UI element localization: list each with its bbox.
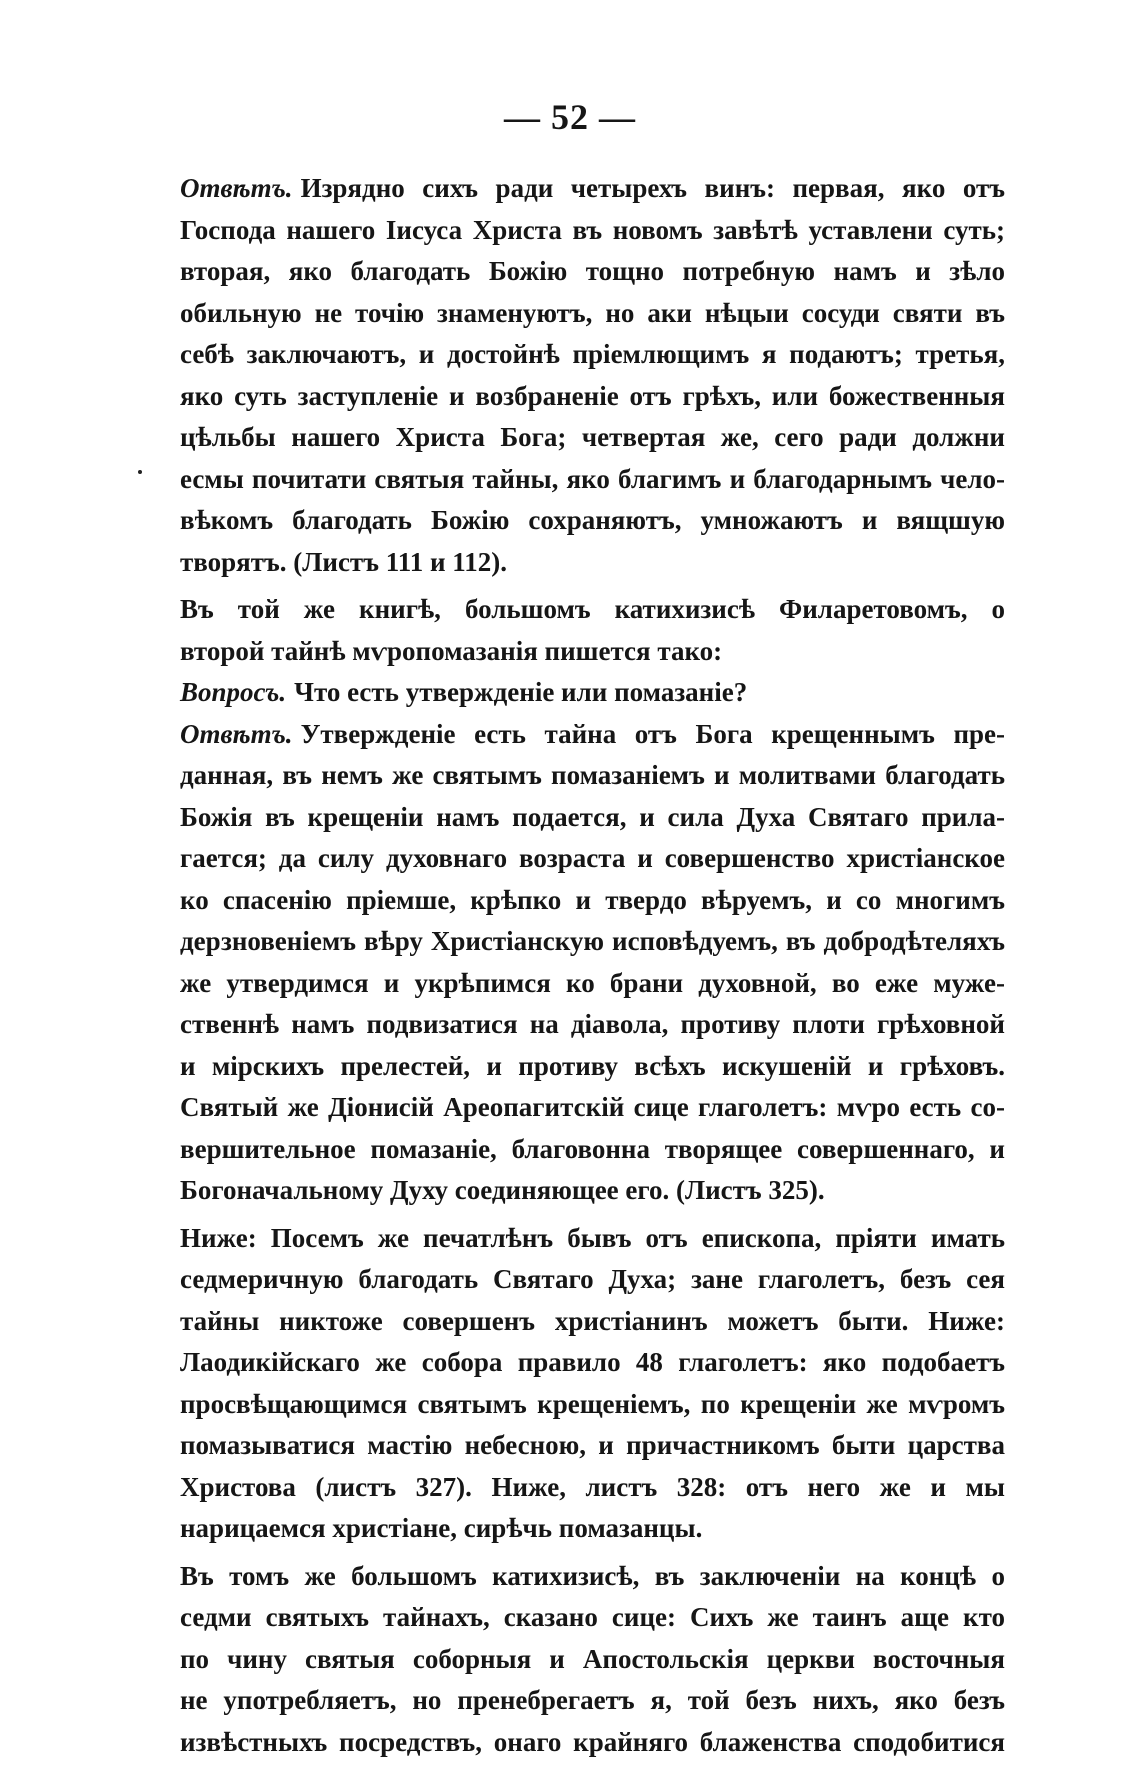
lead-word: Отвѣтъ. xyxy=(180,173,293,203)
text-line: просвѣщающимся святымъ крещеніемъ, по крещеніи же мѵромъ xyxy=(180,1388,1005,1419)
paragraph-answer-2 xyxy=(150,714,1005,1212)
text-line: данная, въ немъ же святымъ помазаніемъ и молитвами благодать xyxy=(180,760,1005,790)
text-line: Христова (листъ 327). Ниже, листъ 328: отъ него же и мы xyxy=(180,1471,1005,1502)
text-line: гается; да силу духовнаго возраста и совершенство христіанское xyxy=(180,843,1005,873)
text-line: Лаодикійскаго же собора правило 48 глаголетъ: яко подобаетъ xyxy=(180,1347,1005,1377)
text-line: извѣстныхъ посредствъ, онаго крайняго блаженства сподобитися xyxy=(180,1726,1005,1757)
text-line: помазыватися мастію небесною, и причастникомъ быти царства xyxy=(180,1430,1005,1460)
text-line: Вопросъ. Что есть утвержденіе или помазаніе? xyxy=(180,677,748,707)
text-line: Въ той же книгѣ, большомъ катихизисѣ Филаретовомъ, о xyxy=(180,594,1005,624)
text-line: второй тайнѣ мѵропомазанія пишется тако: xyxy=(180,635,723,666)
text-line: дерзновеніемъ вѣру Христіанскую исповѣдуемъ, въ добродѣтеляхъ xyxy=(180,926,1005,956)
paragraph-question xyxy=(150,672,1005,714)
paragraph-below xyxy=(150,1218,1005,1550)
text-line: ко спасенію пріемше, крѣпко и твердо вѣруемъ, и со многимъ xyxy=(180,884,1005,915)
text-line: Господа нашего Іисуса Христа въ новомъ завѣтѣ уставлени суть; xyxy=(180,214,1005,245)
text-line: не употребляетъ, но пренебрегаетъ я, той безъ нихъ, яко безъ xyxy=(180,1685,1005,1715)
text-line: седмеричную благодать Святаго Духа; зане глаголетъ, безъ сея xyxy=(180,1264,1005,1294)
lead-word: Отвѣтъ. xyxy=(180,718,293,749)
text-line: вершительное помазаніе, благовонна творящее совершеннаго, и xyxy=(180,1133,1005,1164)
text-line: тайны никтоже совершенъ христіанинъ можетъ быти. Ниже: xyxy=(180,1305,1005,1336)
page-number: — 52 — xyxy=(504,97,636,137)
text-line: вторая, яко благодать Божію тощно потребную намъ и зѣло xyxy=(180,256,1005,286)
text-line: себѣ заключаютъ, и достойнѣ пріемлющимъ я подаютъ; третья, xyxy=(180,339,1005,369)
body-text xyxy=(150,168,1005,1763)
text-line: творятъ. (Листъ 111 и 112). xyxy=(180,546,508,577)
paragraph-answer-1 xyxy=(150,168,1005,583)
text-line: ственнѣ намъ подвизатися на діавола, противу плоти грѣховной xyxy=(180,1009,1005,1039)
lead-word: Вопросъ. xyxy=(180,677,287,707)
text-line: же утвердимся и укрѣпимся ко брани духовной, во еже муже- xyxy=(180,967,1005,998)
paragraph-catechism-intro xyxy=(150,589,1005,672)
paragraph-conclusion xyxy=(150,1556,1005,1764)
text-line: седми святыхъ тайнахъ, сказано сице: Сихъ же таинъ аще кто xyxy=(180,1602,1005,1632)
text-line: Въ томъ же большомъ катихизисѣ, въ заключеніи на концѣ о xyxy=(180,1560,1005,1591)
text-line: и мірскихъ прелестей, и противу всѣхъ искушеній и грѣховъ. xyxy=(180,1050,1005,1081)
text-line: Богоначальному Духу соединяющее его. (Листъ 325). xyxy=(180,1175,825,1205)
text-line: обильную не точію знаменуютъ, но аки нѣцыи сосуди святи въ xyxy=(180,297,1005,328)
text-line: яко суть заступленіе и возбраненіе отъ грѣхъ, или божественныя xyxy=(180,380,1005,411)
text-line: вѣкомъ благодать Божію сохраняютъ, умножаютъ и вящшую xyxy=(180,505,1005,535)
text-line: Святый же Діонисій Ареопагитскій сице глаголетъ: мѵро есть со- xyxy=(180,1092,1005,1122)
text-line: Отвѣтъ. Утвержденіе есть тайна отъ Бога крещеннымъ пре- xyxy=(180,718,1005,749)
text-line: Ниже: Посемъ же печатлѣнъ бывъ отъ епископа, пріяти имать xyxy=(180,1222,1005,1253)
stray-ink-mark xyxy=(138,470,142,474)
text-line: цѣльбы нашего Христа Бога; четвертая же, сего ради должни xyxy=(180,422,1005,452)
text-line: есмы почитати святыя тайны, яко благимъ и благодарнымъ чело- xyxy=(180,463,1005,494)
text-line: нарицаемся христіане, сирѣчь помазанцы. xyxy=(180,1513,703,1543)
text-line: по чину святыя соборныя и Апостольскія церкви восточныя xyxy=(180,1643,1005,1674)
text-line: Божія въ крещеніи намъ подается, и сила Духа Святаго прила- xyxy=(180,801,1005,832)
text-line: Отвѣтъ. Изрядно сихъ ради четырехъ винъ: первая, яко отъ xyxy=(180,173,1005,203)
